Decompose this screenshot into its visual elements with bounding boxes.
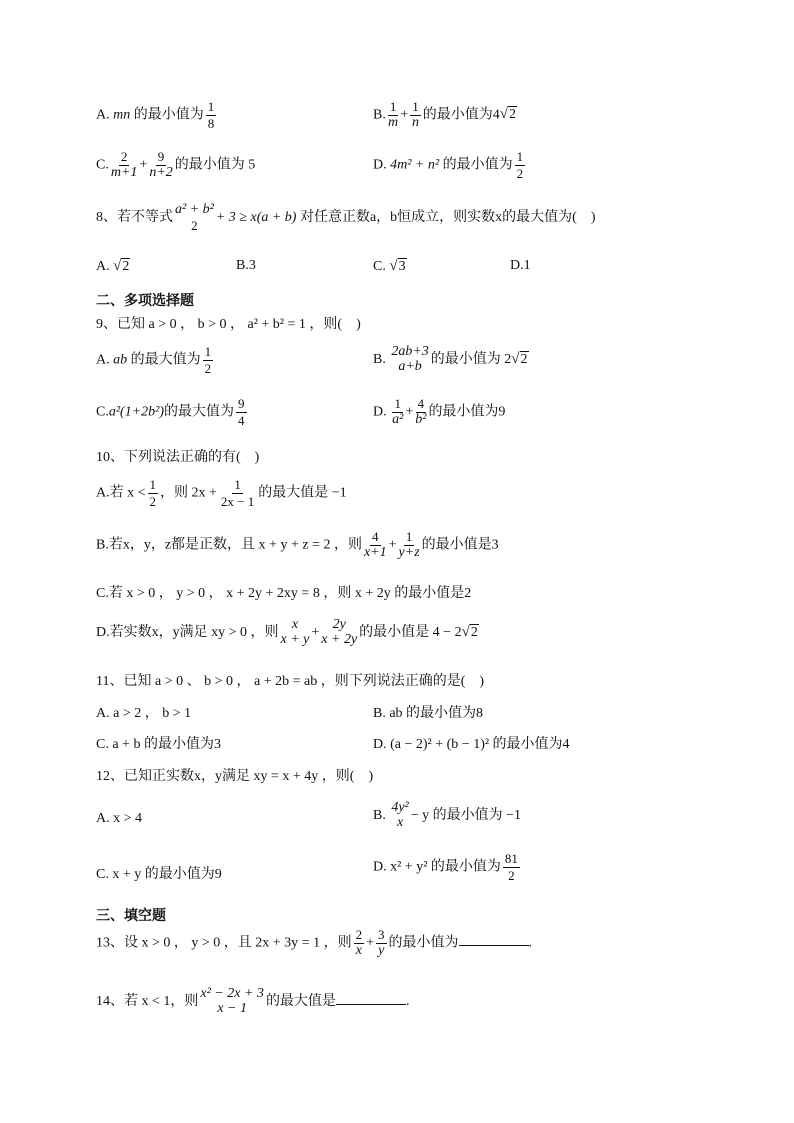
q12-stem: 12、已知正实数x，y满足 xy = x + 4y ，则( ) — [96, 769, 374, 784]
q7-option-c: C. $\frac{2}{m+1}$ + $\frac{9}{n+2}$ 的最小值为 5 — [96, 149, 256, 180]
q10-stem: 10、下列说法正确的有( ) — [96, 450, 260, 465]
section-heading-multiple-choice: 二、多项选择题 — [96, 292, 194, 308]
fraction: $\frac{1}{m}$ — [388, 99, 399, 130]
fraction: a² + b² 2 — [175, 202, 214, 233]
fraction: $\frac{9}{n+2}$ — [149, 149, 173, 180]
q10-option-b: B.若x，y，z都是正数，且 x + y + z = 2 ，则 $\frac{4}{x+1}$ + $\frac{1}{y+z}$ 的最小值是3 — [96, 529, 499, 560]
q12-option-b: B. 4y² x − y 的最小值为 −1 — [373, 800, 522, 830]
fraction: 2ab+3 a+b — [391, 344, 429, 374]
fraction: $\frac{1}{2}$ — [204, 344, 212, 376]
q11-option-d: D. (a − 2)² + (b − 1)² 的最小值为4 — [373, 737, 570, 752]
q10-option-a: A.若 x < $\frac{1}{2}$ ，则 2x + $\frac{1}{2x - 1}$ 的最大值是 −1 — [96, 477, 347, 509]
q8-option-b: B.3 — [236, 258, 256, 273]
q8-option-a: A. √2 — [96, 258, 130, 274]
fraction: 4y² x — [391, 800, 409, 830]
fraction: $\frac{1}{8}$ — [207, 99, 215, 131]
q9-option-c: C.a²(1+2b²)的最大值为 $\frac{9}{4}$ — [96, 396, 245, 428]
fraction: $\frac{1}{2}$ — [516, 149, 524, 181]
fraction: $\frac{1}{2}$ — [149, 477, 157, 509]
q11-stem: 11、已知 a > 0 、 b > 0 ， a + 2b = ab ，则下列说法正确的是( ) — [96, 674, 485, 689]
q8-option-d: D.1 — [510, 258, 531, 273]
q11-option-c: C. a + b 的最小值为3 — [96, 737, 221, 752]
q10-option-d: D.若实数x，y满足 xy > 0 ，则 x x + y + 2y x + 2y 的最小值是 4 − 2√2 — [96, 617, 478, 647]
fraction: $\frac{2}{m+1}$ — [110, 149, 138, 180]
sqrt: √2 — [499, 106, 516, 123]
q12-option-d: D. x² + y² 的最小值为 $\frac{81}{2}$ — [373, 851, 518, 883]
q13: 13、设 x > 0 ， y > 0 ，且 2x + 3y = 1 ，则 $\frac{2}{x}$ + $\frac{3}{y}$ 的最小值为 . — [96, 927, 532, 958]
fraction: x² − 2x + 3 x − 1 — [200, 986, 264, 1016]
fraction: $\frac{2}{x}$ — [355, 927, 363, 958]
q11-option-b: B. ab 的最小值为8 — [373, 706, 484, 721]
fraction: $\frac{9}{4}$ — [238, 396, 245, 428]
q12-option-a: A. x > 4 — [96, 811, 143, 826]
fraction: $\frac{1}{\text{a²}}$ — [392, 396, 404, 427]
fraction: x x + y — [280, 617, 310, 647]
q9-option-a: A. ab 的最大值为 $\frac{1}{2}$ — [96, 344, 212, 376]
fraction: $\frac{3}{y}$ — [378, 927, 385, 958]
fraction: $\frac{1}{y+z}$ — [398, 529, 420, 560]
q8-stem: 8、若不等式 a² + b² 2 + 3 ≥ x(a + b) 对任意正数a，b恒成立，则实数x的最大值为( ) — [96, 202, 596, 233]
q9-option-d: D. $\frac{1}{\text{a²}}$ + $\frac{4}{\text{b²}}$ 的最小值为9 — [373, 396, 506, 427]
answer-blank[interactable] — [336, 992, 406, 1005]
fraction: 2y x + 2y — [321, 617, 358, 647]
fraction: $\frac{4}{\text{b²}}$ — [415, 396, 427, 427]
q7-option-d: D. 4m² + n² 的最小值为 $\frac{1}{2}$ — [373, 149, 524, 181]
section-heading-fill-in: 三、填空题 — [96, 907, 166, 923]
fraction: $\frac{4}{x+1}$ — [363, 529, 387, 560]
q9-stem: 9、已知 a > 0 ， b > 0 ， a² + b² = 1 ，则( ) — [96, 317, 361, 332]
fraction: $\frac{81}{2}$ — [504, 851, 518, 883]
q14: 14、若 x < 1，则 x² − 2x + 3 x − 1 的最大值是 . — [96, 986, 410, 1016]
answer-blank[interactable] — [459, 933, 529, 946]
q8-option-c: C. √3 — [373, 258, 406, 274]
q7-option-a: A. mn 的最小值为 $\frac{1}{8}$ — [96, 99, 215, 131]
q10-option-c: C.若 x > 0 ， y > 0 ， x + 2y + 2xy = 8 ，则 x + 2y 的最小值是2 — [96, 586, 472, 601]
q11-option-a: A. a > 2 ， b > 1 — [96, 706, 192, 721]
q7-option-b: B. $\frac{1}{m}$ + $\frac{1}{n}$ 的最小值为4√2 — [373, 99, 516, 130]
q12-option-c: C. x + y 的最小值为9 — [96, 867, 222, 882]
fraction: $\frac{1}{n}$ — [412, 99, 419, 130]
fraction: $\frac{1}{2x - 1}$ — [220, 477, 255, 509]
q9-option-b: B. 2ab+3 a+b 的最小值为 2√2 — [373, 344, 528, 374]
